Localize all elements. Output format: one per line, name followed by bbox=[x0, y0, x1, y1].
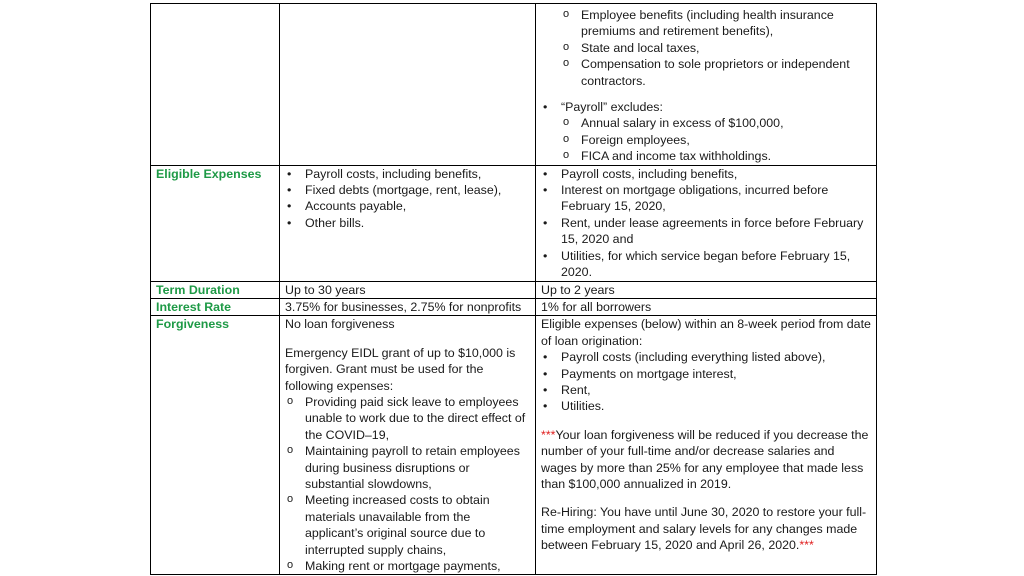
list-item: o Maintaining payroll to retain employees during business disruptions or substantial slowdowns, bbox=[285, 443, 530, 492]
table-row-interest-rate bbox=[151, 298, 877, 315]
ppp-eligible-expenses-cell bbox=[536, 165, 877, 281]
list-item: • Interest on mortgage obligations, incurred before February 15, 2020, bbox=[541, 182, 871, 215]
list-item: • Accounts payable, bbox=[285, 198, 530, 214]
list-item: o FICA and income tax withholdings. bbox=[561, 148, 871, 164]
table-row-forgiveness bbox=[151, 316, 877, 575]
loan-comparison-table bbox=[150, 3, 877, 575]
list-item: • Rent, bbox=[541, 382, 871, 398]
ppp-payroll-continued-cell bbox=[536, 4, 877, 166]
list-item: o State and local taxes, bbox=[561, 40, 871, 56]
eidl-eligible-list bbox=[285, 166, 530, 232]
list-item: • Payroll costs (including everything listed above), bbox=[541, 349, 871, 365]
list-item: • Other bills. bbox=[285, 215, 530, 231]
list-item: o Making rent or mortgage payments, bbox=[285, 558, 530, 574]
list-item: o Employee benefits (including health insurance premiums and retirement benefits), bbox=[561, 7, 871, 40]
forgiveness-label: Forgiveness bbox=[151, 316, 280, 575]
eligible-expenses-label: Eligible Expenses bbox=[151, 165, 280, 281]
list-item: • Rent, under lease agreements in force before February 15, 2020 and bbox=[541, 215, 871, 248]
note-marker-open: *** bbox=[541, 427, 556, 442]
list-item: o Compensation to sole proprietors or independent contractors. bbox=[561, 56, 871, 89]
interest-rate-label: Interest Rate bbox=[151, 298, 280, 315]
ppp-forgiveness-cell bbox=[536, 316, 877, 575]
ppp-rehire-note bbox=[541, 504, 871, 553]
payroll-benefits-list bbox=[541, 7, 871, 89]
table-row-term-duration bbox=[151, 281, 877, 298]
ppp-eligible-list bbox=[541, 166, 871, 281]
note-text: Your loan forgiveness will be reduced if you decrease the number of your full-time and/or decrease salaries and wages by more than 25% for any employee that made less than $100,000 annualized in 2019. bbox=[541, 427, 869, 491]
excludes-label: “Payroll” excludes: bbox=[561, 100, 663, 115]
ppp-forgiveness-intro: Eligible expenses (below) within an 8-week period from date of loan origination: bbox=[541, 317, 871, 348]
eidl-eligible-expenses-cell bbox=[280, 165, 536, 281]
note-marker-close: *** bbox=[799, 538, 814, 553]
table-row-payroll-continued bbox=[151, 4, 877, 166]
excludes-sub-list bbox=[561, 115, 871, 164]
eidl-grant-text: Emergency EIDL grant of up to $10,000 is forgiven. Grant must be used for the following expenses: bbox=[285, 345, 516, 393]
ppp-forgiveness-list bbox=[541, 349, 871, 415]
comparison-document bbox=[150, 3, 876, 575]
list-item: • Payroll costs, including benefits, bbox=[541, 166, 871, 182]
table-row-eligible-expenses bbox=[151, 165, 877, 281]
list-item: • Utilities, for which service began before February 15, 2020. bbox=[541, 248, 871, 281]
list-item: • Payments on mortgage interest, bbox=[541, 366, 871, 382]
eidl-forgiveness-cell bbox=[280, 316, 536, 575]
list-item: o Providing paid sick leave to employees unable to work due to the direct effect of the COVID–19, bbox=[285, 394, 530, 443]
ppp-forgiveness-note bbox=[541, 427, 871, 493]
ppp-interest-rate: 1% for all borrowers bbox=[536, 298, 877, 315]
payroll-excludes-list bbox=[541, 99, 871, 165]
rehire-text: Re-Hiring: You have until June 30, 2020 to restore your full-time employment and salary levels for any changes made between February 15, 2020 and April 26, 2020. bbox=[541, 505, 867, 553]
eidl-forgiveness-intro: No loan forgiveness bbox=[285, 317, 395, 332]
list-item: o Annual salary in excess of $100,000, bbox=[561, 115, 871, 131]
ppp-term-duration: Up to 2 years bbox=[536, 281, 877, 298]
eidl-cell-empty bbox=[280, 4, 536, 166]
list-item bbox=[541, 99, 871, 165]
list-item: • Utilities. bbox=[541, 398, 871, 414]
eidl-interest-rate: 3.75% for businesses, 2.75% for nonprofits bbox=[280, 298, 536, 315]
eidl-term-duration: Up to 30 years bbox=[280, 281, 536, 298]
list-item: • Payroll costs, including benefits, bbox=[285, 166, 530, 182]
list-item: • Fixed debts (mortgage, rent, lease), bbox=[285, 182, 530, 198]
term-duration-label: Term Duration bbox=[151, 281, 280, 298]
list-item: o Foreign employees, bbox=[561, 132, 871, 148]
list-item: o Meeting increased costs to obtain materials unavailable from the applicant’s original source due to interrupted supply chains, bbox=[285, 492, 530, 558]
row-label-cell-empty bbox=[151, 4, 280, 166]
eidl-grant-expenses-list bbox=[285, 394, 530, 574]
